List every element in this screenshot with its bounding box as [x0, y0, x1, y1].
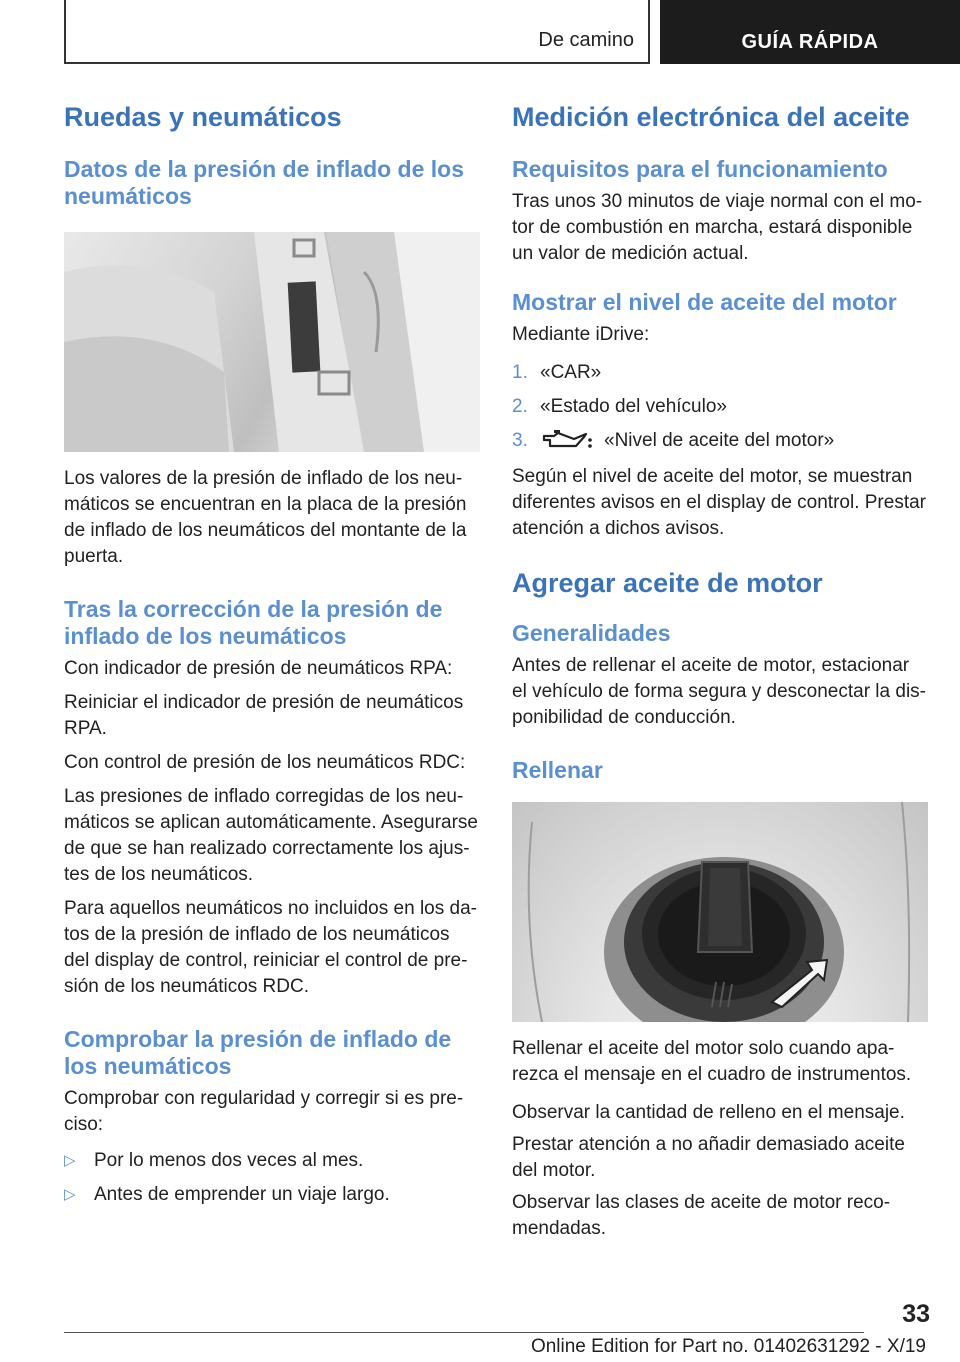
oil-level-warnings-text: Según el nivel de aceite del motor, se muestran diferentes avisos en el display de control. Prestar atención a dichos avisos.: [512, 466, 926, 539]
bullet-text: Antes de emprender un viaje largo.: [94, 1184, 390, 1205]
show-oil-level-heading: Mostrar el nivel de aceite del motor: [512, 289, 897, 315]
page-number: 33: [902, 1300, 930, 1328]
door-pillar-photo: [64, 232, 480, 452]
check-pressure-heading: Comprobar la presión de inflado de los neumáticos: [64, 1026, 452, 1079]
step-number: 1.: [512, 362, 528, 383]
refill-overfill-text: Prestar atención a no añadir demasiado aceite del motor.: [512, 1134, 905, 1181]
list-item: [512, 394, 928, 420]
header-chapter-tab: [660, 0, 960, 64]
right-title: Medición electrónica del aceite: [512, 102, 910, 132]
step-number: 2.: [512, 396, 528, 417]
list-item: [64, 1148, 480, 1174]
tire-pressure-data-heading: Datos de la presión de inflado de los neumáticos: [64, 156, 465, 209]
after-correction-heading: Tras la corrección de la presión de inflado de los neumáticos: [64, 596, 443, 649]
list-item: [512, 428, 928, 454]
oil-cap-photo: [512, 802, 928, 1022]
add-oil-title: Agregar aceite de motor: [512, 568, 823, 598]
step-number: 3.: [512, 430, 528, 451]
rdc-intro: Con control de presión de los neumáticos RDC:: [64, 752, 466, 773]
idrive-intro: Mediante iDrive:: [512, 324, 650, 345]
left-column: [64, 100, 480, 1208]
left-title: Ruedas y neumáticos: [64, 102, 342, 132]
header-section-tab: [64, 0, 650, 64]
list-item: [64, 1182, 480, 1208]
right-column: [512, 100, 928, 1242]
step-text: «Estado del vehículo»: [540, 396, 727, 417]
oil-cap-illustration: [512, 802, 928, 1022]
rdc-auto-text: Las presiones de inflado corregidas de los neumáticos se aplican automáticamente. Asegurarse de que se han realizado correctamente los ajustes de los neumáticos.: [64, 786, 478, 885]
step-text: «CAR»: [540, 362, 602, 383]
bullet-text: Por lo menos dos veces al mes.: [94, 1150, 364, 1171]
triangle-bullet-icon: ▷: [64, 1152, 76, 1169]
tire-pressure-data-text: Los valores de la presión de inflado de los neumáticos se encuentran en la placa de la presión de inflado de los neumáticos del montante de la puerta.: [64, 468, 467, 567]
requirements-heading: Requisitos para el funcionamiento: [512, 156, 888, 182]
list-item: [512, 360, 928, 386]
general-heading: Generalidades: [512, 620, 671, 646]
footer-divider: [64, 1332, 864, 1333]
door-pillar-illustration: [64, 232, 480, 452]
header-chapter-label: GUÍA RÁPIDA: [741, 31, 879, 53]
oil-can-icon: [540, 428, 596, 454]
general-text: Antes de rellenar el aceite de motor, estacionar el vehículo de forma segura y desconectar la disponibilidad de conducción.: [512, 655, 926, 728]
rdc-reset-text: Para aquellos neumáticos no incluidos en los datos de la presión de inflado de los neumáticos del display de control, reiniciar el control de presión de los neumáticos RDC.: [64, 898, 477, 997]
triangle-bullet-icon: ▷: [64, 1186, 76, 1203]
rpa-intro: Con indicador de presión de neumáticos RPA:: [64, 658, 453, 679]
requirements-text: Tras unos 30 minutos de viaje normal con el motor de combustión en marcha, estará disponible un valor de medición actual.: [512, 191, 923, 264]
step-text: «Nivel de aceite del motor»: [604, 430, 835, 451]
refill-heading: Rellenar: [512, 757, 603, 783]
rpa-reset-text: Reiniciar el indicador de presión de neumáticos RPA.: [64, 692, 464, 739]
header-section-label: De camino: [538, 29, 634, 51]
refill-oil-types-text: Observar las clases de aceite de motor recomendadas.: [512, 1192, 891, 1239]
refill-amount-text: Observar la cantidad de relleno en el mensaje.: [512, 1102, 905, 1123]
footer-edition: Online Edition for Part no. 01402631292 - X/19: [530, 1336, 926, 1357]
check-pressure-text: Comprobar con regularidad y corregir si es preciso:: [64, 1088, 464, 1135]
refill-when-text: Rellenar el aceite del motor solo cuando aparezca el mensaje en el cuadro de instrumentos.: [512, 1038, 912, 1085]
